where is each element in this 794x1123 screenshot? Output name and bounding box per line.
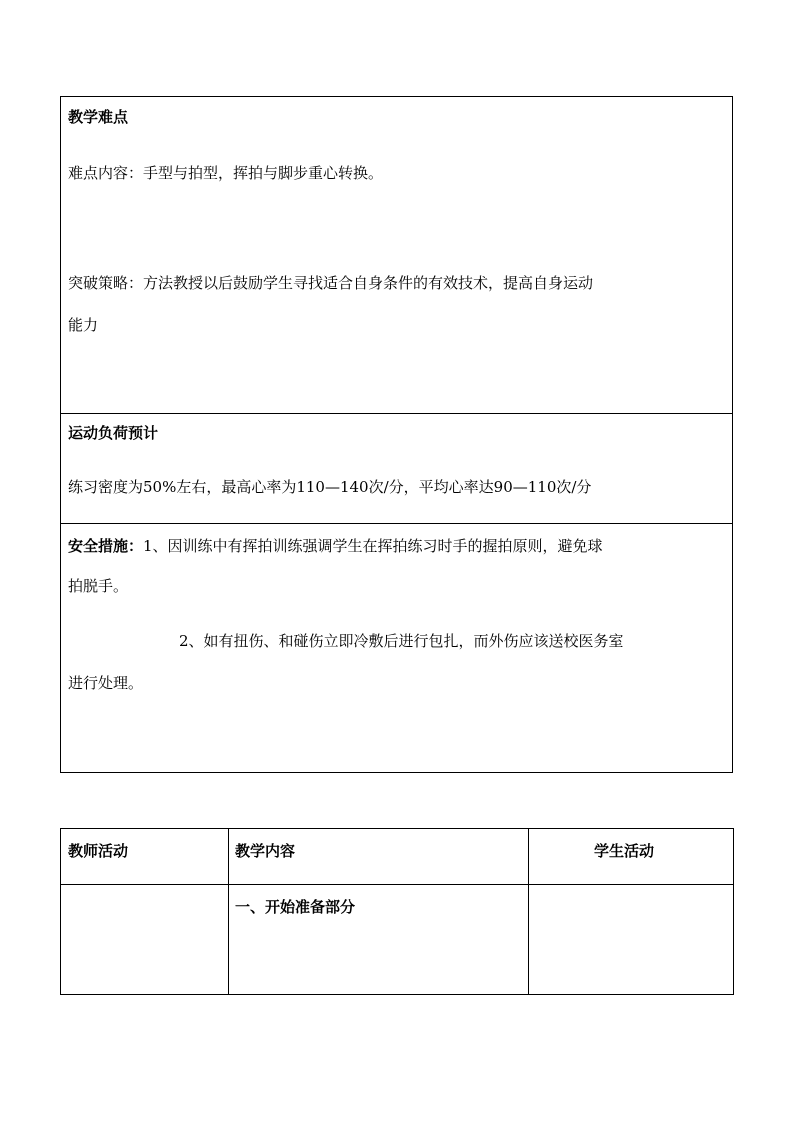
load-text: 练习密度为50%左右，最高心率为110—140次/分，平均心率达90—110次/分 (68, 478, 592, 496)
column-divider (228, 829, 229, 994)
load-heading: 运动负荷预计 (68, 424, 159, 442)
activity-table (60, 828, 734, 995)
header-student-activity: 学生活动 (594, 842, 655, 860)
difficulty-content: 难点内容：手型与拍型，挥拍与脚步重心转换。 (68, 164, 384, 182)
difficulty-heading: 教学难点 (68, 108, 129, 126)
header-divider (61, 884, 733, 885)
difficulty-section (61, 97, 732, 413)
row1-content: 一、开始准备部分 (235, 898, 356, 916)
safety-item2-line1: 2、如有扭伤、和碰伤立即冷敷后进行包扎，而外伤应该送校医务室 (179, 632, 624, 650)
safety-item1-text: 1、因训练中有挥拍训练强调学生在挥拍练习时手的握拍原则，避免球 (143, 537, 603, 555)
header-teacher-activity: 教师活动 (68, 842, 129, 860)
safety-item1-line2: 拍脱手。 (68, 577, 129, 595)
header-teaching-content: 教学内容 (235, 842, 296, 860)
lesson-info-table (60, 96, 733, 773)
safety-item2-line2: 进行处理。 (68, 674, 144, 692)
safety-label: 安全措施： (68, 537, 144, 555)
safety-item1-line1 (68, 536, 603, 556)
safety-section (61, 524, 732, 773)
strategy-line-2: 能力 (68, 316, 99, 334)
load-section (61, 414, 732, 523)
strategy-line-1: 突破策略：方法教授以后鼓励学生寻找适合自身条件的有效技术，提高自身运动 (68, 274, 594, 292)
column-divider (528, 829, 529, 994)
